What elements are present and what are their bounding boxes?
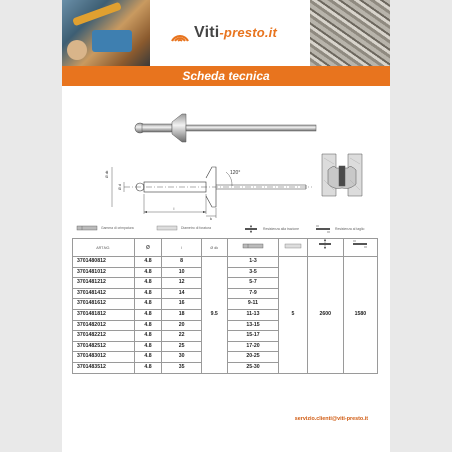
header (62, 0, 390, 66)
header-head-diameter: Ø dk (201, 239, 227, 257)
screws-photo (310, 0, 390, 66)
cell-grip-range: 7-9 (227, 288, 278, 299)
cell-tensile: 2600 (307, 257, 343, 374)
cell-length: 20 (162, 320, 201, 331)
tools-photo (62, 0, 150, 66)
cell-grip-range: 15-17 (227, 331, 278, 342)
cell-length: 14 (162, 288, 201, 299)
cell-diameter: 4.8 (134, 257, 162, 268)
cell-code: 3701481012 (73, 267, 135, 278)
brand-name: Viti-presto.it (194, 24, 278, 41)
cell-diameter: 4.8 (134, 362, 162, 373)
header-diameter: Ø (134, 239, 162, 257)
header-length: l (162, 239, 201, 257)
cell-diameter: 4.8 (134, 331, 162, 342)
angle-label: 120° (230, 170, 241, 176)
cell-code: 3701480812 (73, 257, 135, 268)
grip-range-icon (76, 225, 98, 231)
cell-length: 25 (162, 341, 201, 352)
cell-diameter: 4.8 (134, 288, 162, 299)
cell-length: 30 (162, 352, 201, 363)
header-grip-range (227, 239, 278, 257)
cell-diameter: 4.8 (134, 299, 162, 310)
cell-diameter: 4.8 (134, 320, 162, 331)
brand-suffix: -presto.it (219, 25, 278, 40)
cell-grip-range: 13-15 (227, 320, 278, 331)
cell-grip-range: 17-20 (227, 341, 278, 352)
cell-diameter: 4.8 (134, 341, 162, 352)
installed-rivet-detail (312, 150, 372, 200)
cell-diameter: 4.8 (134, 267, 162, 278)
cell-shear: 1580 (343, 257, 377, 374)
brand-logo[interactable] (170, 20, 277, 46)
cell-length: 16 (162, 299, 201, 310)
spec-table (72, 238, 378, 374)
cell-length: 10 (162, 267, 201, 278)
cell-grip-range: 5-7 (227, 278, 278, 289)
cell-code: 3701481212 (73, 278, 135, 289)
shear-icon (314, 225, 332, 233)
datasheet-page (62, 0, 390, 452)
legend-shear: Resistenza al taglio (314, 225, 364, 233)
cell-code: 3701481812 (73, 309, 135, 320)
cell-code: 3701481412 (73, 288, 135, 299)
rivet-technical-drawing (84, 150, 314, 220)
cell-length: 8 (162, 257, 201, 268)
hole-diameter-icon (284, 243, 302, 249)
hole-diameter-icon (156, 225, 178, 231)
cell-code: 3701482012 (73, 320, 135, 331)
cell-length: 22 (162, 331, 201, 342)
title-banner (62, 66, 390, 86)
table-row (73, 257, 378, 268)
cell-grip-range: 25-30 (227, 362, 278, 373)
logo-arc-icon (170, 23, 190, 43)
cell-code: 3701481612 (73, 299, 135, 310)
header-hole-diameter (279, 239, 307, 257)
table-header-row (73, 239, 378, 257)
table-body (73, 257, 378, 374)
cell-code: 3701482512 (73, 341, 135, 352)
cell-k: 5 (279, 257, 307, 374)
tensile-icon (242, 225, 260, 233)
legend-grip-range: Gamma di crimpatura (76, 225, 134, 231)
cell-head-diameter: 9.5 (201, 257, 227, 374)
grip-range-icon (242, 243, 264, 249)
contact-email[interactable]: servizio.clienti@viti-presto.it (294, 416, 368, 422)
rivet-photo (132, 108, 322, 148)
dk-label: Ø dk (105, 170, 109, 178)
cell-grip-range: 11-13 (227, 309, 278, 320)
cell-diameter: 4.8 (134, 309, 162, 320)
shear-icon (351, 239, 369, 249)
cell-code: 3701483512 (73, 362, 135, 373)
cell-diameter: 4.8 (134, 352, 162, 363)
cell-code: 3701483012 (73, 352, 135, 363)
cell-grip-range: 9-11 (227, 299, 278, 310)
header-code: ART.NO. (73, 239, 135, 257)
length-label: l (173, 206, 175, 211)
page-title: Scheda tecnica (182, 69, 270, 83)
cell-grip-range: 1-3 (227, 257, 278, 268)
cell-length: 18 (162, 309, 201, 320)
cell-code: 3701482212 (73, 331, 135, 342)
symbol-legend (72, 224, 382, 236)
cell-grip-range: 20-25 (227, 352, 278, 363)
tensile-icon (316, 239, 334, 249)
cell-length: 35 (162, 362, 201, 373)
header-tensile (307, 239, 343, 257)
legend-tensile: Resistenza alla trazione (242, 225, 299, 233)
cell-diameter: 4.8 (134, 278, 162, 289)
legend-hole-diameter: Diametro di foratura (156, 225, 211, 231)
cell-length: 12 (162, 278, 201, 289)
header-shear (343, 239, 377, 257)
k-label: k (210, 216, 212, 220)
d-label: Ø d (118, 184, 122, 190)
cell-grip-range: 3-5 (227, 267, 278, 278)
